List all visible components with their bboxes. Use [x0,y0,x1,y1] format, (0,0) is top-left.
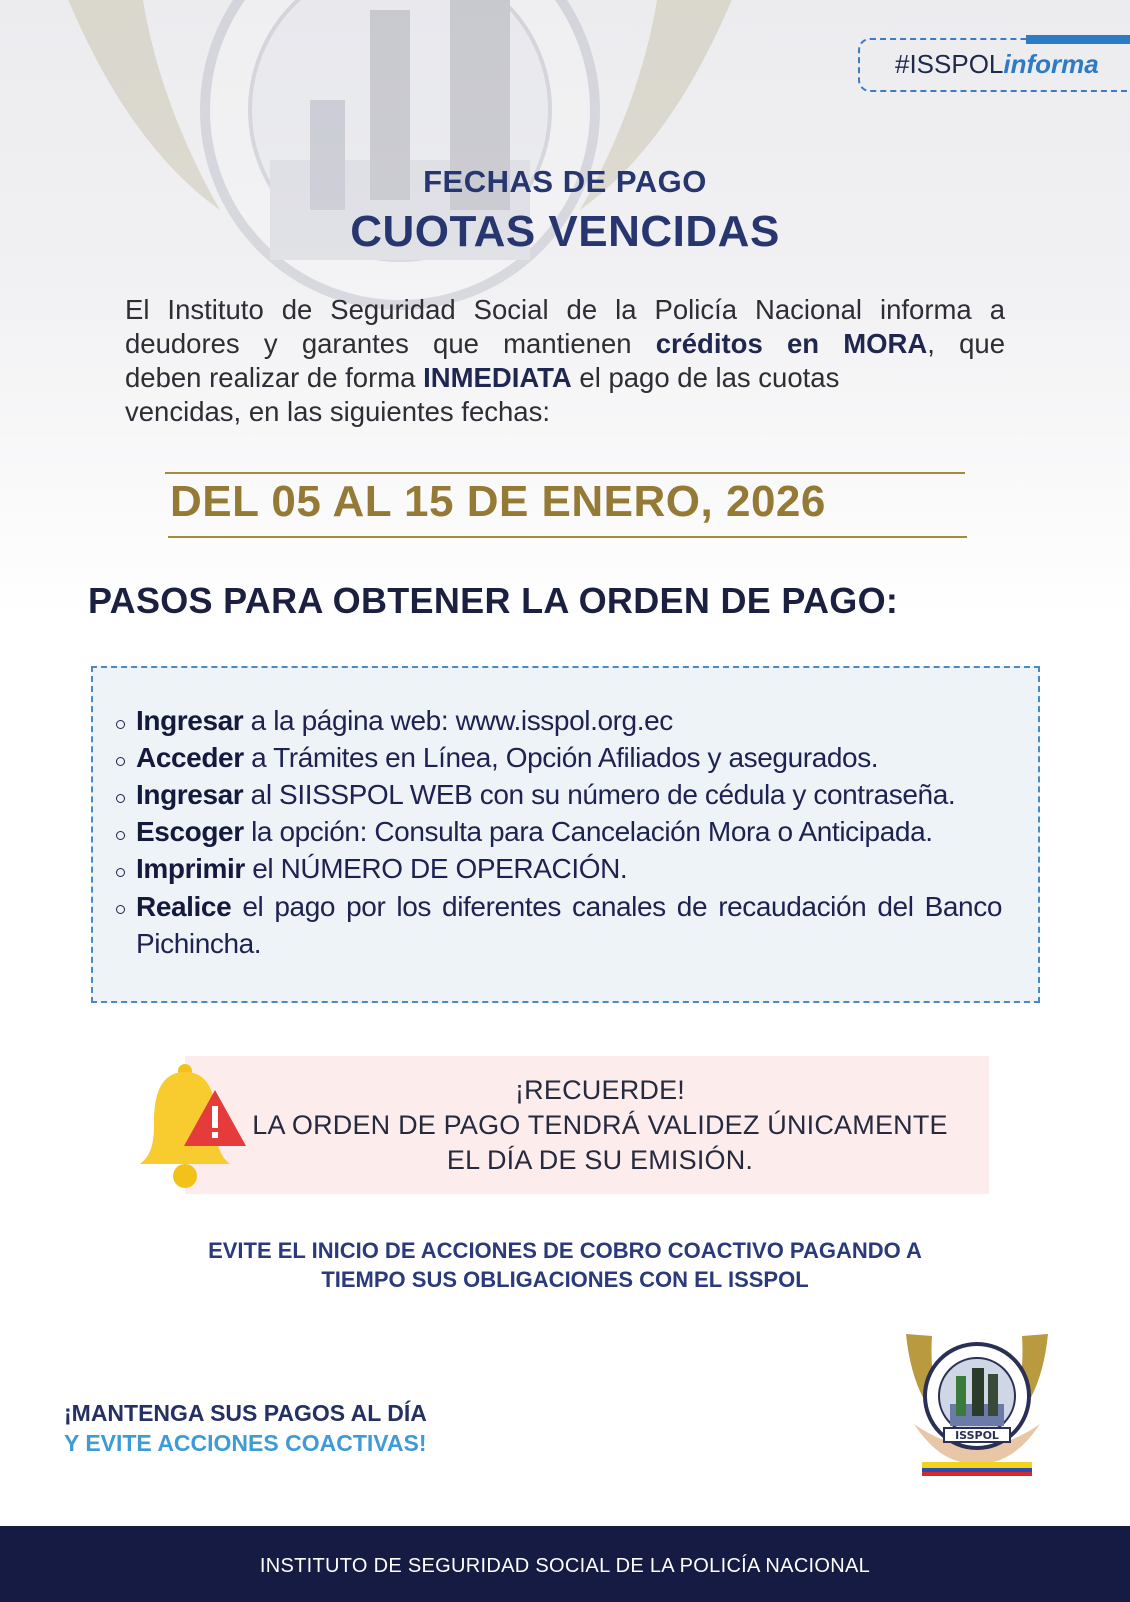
reminder-line-3: EL DÍA DE SU EMISIÓN. [446,1145,754,1175]
slogan-line-2: Y EVITE ACCIONES COACTIVAS! [64,1430,427,1456]
isspol-seal-watermark-icon [40,0,760,320]
hashtag-label: #ISSPOLinforma [895,49,1099,79]
intro-line-3: deben realizar de forma INMEDIATA el pago de las cuotas [125,362,840,393]
steps-heading: PASOS PARA OBTENER LA ORDEN DE PAGO: [88,580,899,621]
page-kicker: FECHAS DE PAGO [423,164,707,199]
slogan-line-1: ¡MANTENGA SUS PAGOS AL DÍA [64,1400,427,1426]
intro-line-2: deudores y garantes que mantienen créditos en MORA, que [125,328,1005,359]
warning-line-2: TIEMPO SUS OBLIGACIONES CON EL ISSPOL [321,1267,809,1292]
warning-line-1: EVITE EL INICIO DE ACCIONES DE COBRO COACTIVO PAGANDO A [208,1238,922,1263]
payment-date-range: DEL 05 AL 15 DE ENERO, 2026 [170,477,826,526]
intro-line-4: vencidas, en las siguientes fechas: [125,396,550,427]
reminder-line-1: ¡RECUERDE! [514,1075,685,1105]
reminder-text [185,1073,1015,1178]
step-item-1: Ingresar a la página web: www.isspol.org.ec [136,705,673,736]
date-bottom-rule [168,536,967,538]
bullet-icon [116,905,125,914]
step-item-2: Acceder a Trámites en Línea, Opción Afiliados y asegurados. [136,742,879,773]
step-item-3: Ingresar al SIISSPOL WEB con su número de cédula y contraseña. [136,779,956,810]
bullet-icon [116,831,125,840]
step-item-6: Realice el pago por los diferentes canales de recaudación del Banco Pichincha. [136,891,1002,959]
isspol-logo-icon [904,1324,1050,1484]
page-title: CUOTAS VENCIDAS [350,207,780,256]
reminder-line-2: LA ORDEN DE PAGO TENDRÁ VALIDEZ ÚNICAMENTE [252,1110,948,1140]
intro-paragraph [125,293,1005,429]
bullet-icon [116,757,125,766]
bullet-icon [116,794,125,803]
intro-line-1: El Instituto de Seguridad Social de la Policía Nacional informa a [125,294,1005,325]
footer-text: INSTITUTO DE SEGURIDAD SOCIAL DE LA POLICÍA NACIONAL [259,1555,871,1577]
date-top-rule [165,472,965,474]
bullet-icon [116,868,125,877]
step-item-4: Escoger la opción: Consulta para Cancelación Mora o Anticipada. [136,816,933,847]
step-item-5: Imprimir el NÚMERO DE OPERACIÓN. [136,853,628,884]
coactive-warning [0,1236,1130,1294]
hashtag-accent-bar [1026,35,1130,44]
svg-text:ISSPOL: ISSPOL [955,1429,999,1442]
bullet-icon [116,720,125,729]
